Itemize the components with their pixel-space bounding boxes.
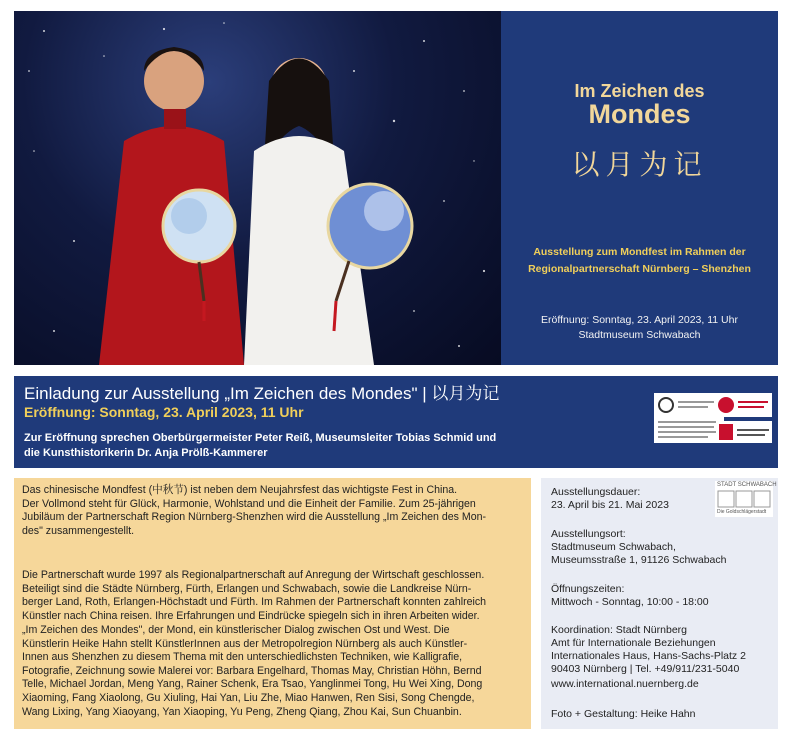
partnership-logo bbox=[654, 393, 724, 443]
location-value-line2: Museumsstraße 1, 91126 Schwabach bbox=[551, 554, 727, 566]
hero-photo bbox=[14, 11, 501, 365]
coordination-line1: Koordination: Stadt Nürnberg bbox=[551, 624, 688, 636]
hero-subtitle-line1: Ausstellung zum Mondfest im Rahmen der bbox=[533, 246, 746, 258]
invitation-date: Eröffnung: Sonntag, 23. April 2023, 11 Uhr bbox=[24, 404, 304, 420]
speakers-line1: Zur Eröffnung sprechen Oberbürgermeister Peter Reiß, Museumsleiter Tobias Schmid und bbox=[24, 432, 497, 444]
partnership-line: berger Land, Roth, Erlangen-Höchstadt und Fürth. Im Rahmen der Partnerschaft konnten zahlreich bbox=[22, 596, 487, 609]
artists-line: Wang Lixing, Yang Xiaoyang, Yan Xiaoping, Yu Peng, Zheng Qiang, Zhou Kai, Sun Chuanbin. bbox=[22, 705, 462, 718]
schwabach-logo-tagline: Die Goldschlägerstadt bbox=[717, 509, 767, 515]
artists-line: Telle, Michael Jordan, Meng Yang, Rainer Schenk, Era Tsao, Yanglinmei Tong, Hu Wei Xing, Dong bbox=[22, 678, 483, 691]
location-label: Ausstellungsort: bbox=[551, 528, 626, 540]
intro-line: Jubiläum der Partnerschaft Region Nürnberg-Shenzhen wird die Ausstellung „Im Zeichen des Mon- bbox=[22, 511, 487, 524]
description-panel bbox=[14, 478, 531, 729]
intro-line: des" zusammengestellt. bbox=[22, 524, 135, 537]
invitation-band bbox=[14, 376, 778, 468]
website-link[interactable]: www.international.nuernberg.de bbox=[551, 678, 699, 690]
invitation-speakers bbox=[24, 431, 584, 461]
artists-line: Xiaoming, Fang Xiaolong, Gu Xiuling, Hai Yan, Liu Zhe, Miao Hanwen, Ren Sisi, Song Chengde, bbox=[22, 691, 475, 704]
artists-line: Fotografie, Zeichnung sowie Malerei vor: Barbara Engelhard, Thomas May, Christian Höhn, Bernd bbox=[22, 664, 482, 677]
artists-line: „Im Zeichen des Mondes", der Mond, ein künstlerischer Dialog zwischen Ost und West. Die bbox=[22, 624, 450, 636]
invitation-title: Einladung zur Ausstellung „Im Zeichen des Mondes" | 以月为记 bbox=[24, 384, 500, 403]
partnership-line: Künstler nach China reisen. Ihre Erfahrungen und Eindrücke spiegeln sich in ihren Arbeiten wider. bbox=[22, 609, 480, 622]
credits: Foto + Gestaltung: Heike Hahn bbox=[551, 708, 696, 720]
museum-logo bbox=[716, 421, 772, 443]
hero-title-panel bbox=[501, 11, 778, 365]
schwabach-logo bbox=[715, 481, 777, 517]
partnership-line: Beteiligt sind die Städte Nürnberg, Fürth, Erlangen und Schwabach, sowie die Landkreise Nürn- bbox=[22, 582, 472, 595]
duration-value: 23. April bis 21. Mai 2023 bbox=[551, 499, 669, 511]
coordination-line2: Amt für Internationale Beziehungen bbox=[551, 637, 716, 649]
intro-paragraph bbox=[14, 484, 494, 538]
hero-title-line1: Im Zeichen des bbox=[574, 81, 705, 101]
artists-paragraph bbox=[14, 624, 490, 719]
coordination-line3: Internationales Haus, Hans-Sachs-Platz 2 bbox=[551, 650, 746, 662]
coordination-line4: 90403 Nürnberg | Tel. +49/911/231-5040 bbox=[551, 663, 740, 675]
hero-subtitle-line2: Regionalpartnerschaft Nürnberg – Shenzhen bbox=[528, 263, 751, 275]
duration-label: Ausstellungsdauer: bbox=[551, 486, 641, 498]
hours-value: Mittwoch - Sonntag, 10:00 - 18:00 bbox=[551, 596, 709, 608]
hours-label: Öffnungszeiten: bbox=[551, 583, 625, 595]
speakers-line2: die Kunsthistorikerin Dr. Anja Prölß-Kammerer bbox=[24, 447, 268, 459]
artists-line: Künstlerin Heike Hahn stellt KünstlerInnen aus der Metropolregion Nürnberg als auch Künstler- bbox=[22, 637, 468, 650]
intro-line: Der Vollmond steht für Glück, Harmonie, Wohlstand und die Einheit der Familie. Zum 25-jährigen bbox=[22, 497, 476, 510]
hero-title-line2: Mondes bbox=[588, 99, 691, 129]
starfield bbox=[14, 11, 501, 365]
hero-subtitle bbox=[511, 244, 768, 278]
artists-line: Innen aus Shenzhen zu diesem Thema mit den unterschiedlichsten Techniken, wie Kalligrafie, bbox=[22, 651, 463, 664]
intro-line: Das chinesische Mondfest (中秋节) ist neben dem Neujahrsfest das wichtigste Fest in China. bbox=[22, 484, 458, 496]
location-value-line1: Stadtmuseum Schwabach, bbox=[551, 541, 676, 553]
partnership-line: Die Partnerschaft wurde 1997 als Regionalpartnerschaft auf Anregung der Wirtschaft geschlossen. bbox=[22, 569, 485, 581]
hero-opening-line1: Eröffnung: Sonntag, 23. April 2023, 11 Uhr bbox=[541, 314, 738, 326]
hero-title-chinese: 以月为记 bbox=[571, 148, 708, 181]
shenzhen-logo bbox=[716, 393, 772, 417]
hero-opening-line2: Stadtmuseum Schwabach bbox=[578, 329, 701, 341]
schwabach-logo-title: STADT SCHWABACH bbox=[717, 482, 777, 488]
partnership-paragraph bbox=[14, 569, 494, 623]
hero-opening bbox=[511, 313, 768, 343]
